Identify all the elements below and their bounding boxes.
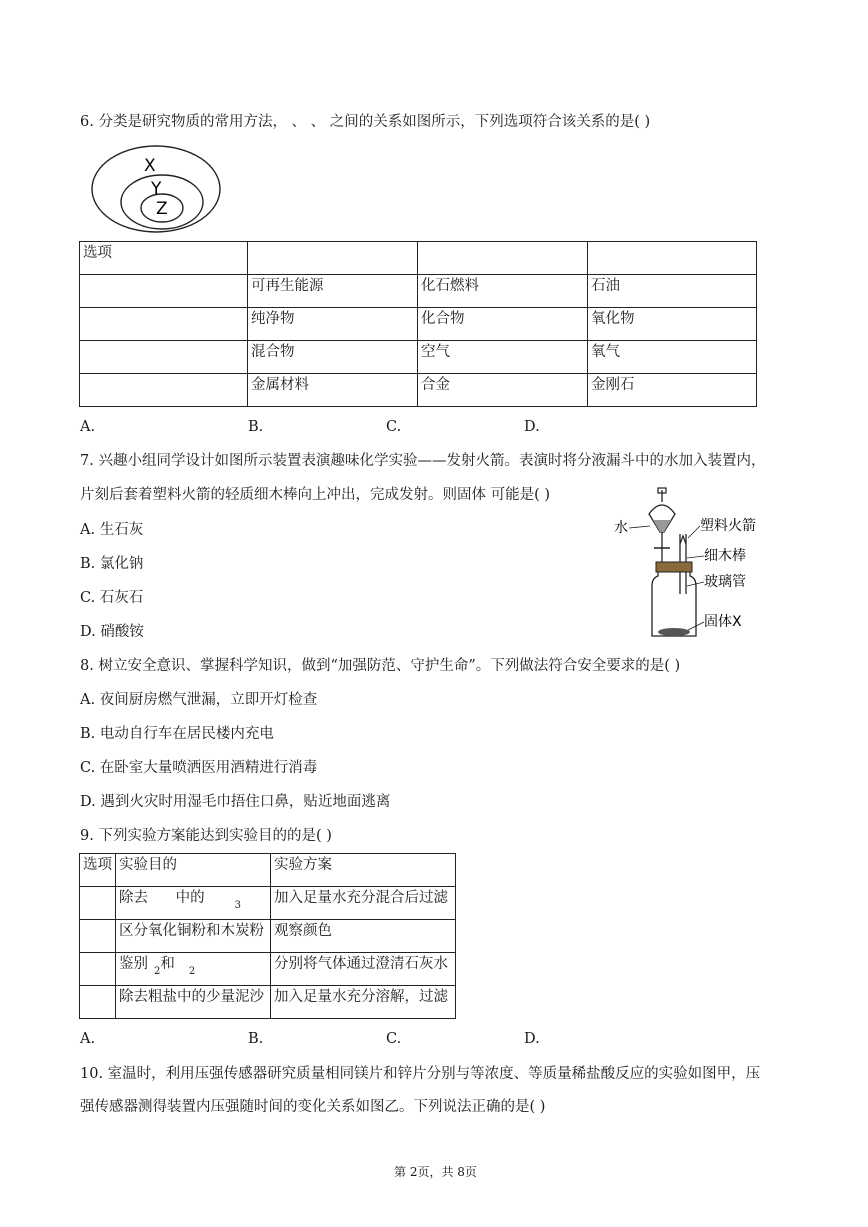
purpose-text: 除去 中的	[119, 890, 205, 906]
table-cell: 区分氧化铜粉和木炭粉	[116, 920, 271, 953]
subscript: 3	[234, 900, 242, 911]
table-cell	[248, 242, 418, 275]
table-row	[80, 854, 456, 887]
table-row	[80, 374, 757, 407]
page-footer: 第 2页，共 8页	[394, 1165, 477, 1179]
q9-option-d[interactable]: D.	[524, 1031, 540, 1047]
table-cell	[588, 242, 757, 275]
q9-stem: 9. 下列实验方案能达到实验目的的是( )	[80, 828, 332, 844]
table-cell: 空气	[418, 341, 588, 374]
q7-stem-line1: 7. 兴趣小组同学设计如图所示装置表演趣味化学实验——发射火箭。表演时将分液漏斗中的水加入装置内，	[80, 453, 766, 469]
q8-option-c[interactable]: C. 在卧室大量喷洒医用酒精进行消毒	[80, 760, 318, 776]
q8-option-b[interactable]: B. 电动自行车在居民楼内充电	[80, 726, 274, 742]
table-cell: 合金	[418, 374, 588, 407]
table-row	[80, 341, 757, 374]
label-rocket: 塑料火箭	[700, 518, 756, 534]
q8-option-d[interactable]: D. 遇到火灾时用湿毛巾捂住口鼻，贴近地面逃离	[80, 794, 391, 810]
q6-option-b[interactable]: B.	[248, 419, 264, 435]
q6-stem: 6. 分类是研究物质的常用方法， 、 、 之间的关系如图所示，下列选项符合该关系的是( )	[80, 114, 651, 130]
table-cell: 氧气	[588, 341, 757, 374]
venn-label-x: X	[144, 156, 156, 176]
q7-option-b[interactable]: B. 氯化钠	[80, 556, 144, 572]
q10-stem-line1: 10. 室温时，利用压强传感器研究质量相同镁片和锌片分别与等浓度、等质量稀盐酸反应的实验如图甲，压	[80, 1066, 761, 1082]
table-cell: 加入足量水充分溶解，过滤	[271, 986, 456, 1019]
table-cell: 化合物	[418, 308, 588, 341]
table-cell	[418, 242, 588, 275]
rocket-apparatus-figure	[612, 486, 782, 642]
table-row	[80, 986, 456, 1019]
table-cell: 除去粗盐中的少量泥沙	[116, 986, 271, 1019]
table-cell	[116, 887, 271, 920]
table-cell: 石油	[588, 275, 757, 308]
q9-table	[79, 853, 456, 1019]
table-cell: 化石燃料	[418, 275, 588, 308]
table-cell	[116, 953, 271, 986]
q10-stem-line2: 强传感器测得装置内压强随时间的变化关系如图乙。下列说法正确的是( )	[80, 1099, 546, 1115]
label-tube: 玻璃管	[704, 574, 746, 590]
table-row	[80, 275, 757, 308]
table-row	[80, 953, 456, 986]
table-row	[80, 308, 757, 341]
table-cell: 金刚石	[588, 374, 757, 407]
table-cell	[80, 887, 116, 920]
q9-option-b[interactable]: B.	[248, 1031, 264, 1047]
q6-table	[79, 241, 757, 407]
q6-option-c[interactable]: C.	[386, 419, 402, 435]
purpose-text: 鉴别	[119, 956, 148, 972]
q6-option-a[interactable]: A.	[80, 419, 96, 435]
q7-option-c[interactable]: C. 石灰石	[80, 590, 144, 606]
table-row	[80, 242, 757, 275]
q9-option-a[interactable]: A.	[80, 1031, 96, 1047]
q8-option-a[interactable]: A. 夜间厨房燃气泄漏，立即开灯检查	[80, 692, 318, 708]
q7-option-d[interactable]: D. 硝酸铵	[80, 624, 144, 640]
table-cell: 实验方案	[271, 854, 456, 887]
venn-diagram	[88, 142, 228, 234]
table-cell: 可再生能源	[248, 275, 418, 308]
table-cell	[80, 920, 116, 953]
q7-option-a[interactable]: A. 生石灰	[80, 522, 144, 538]
table-cell: 氧化物	[588, 308, 757, 341]
table-cell	[80, 308, 248, 341]
q7-stem-line2: 片刻后套着塑料火箭的轻质细木棒向上冲出，完成发射。则固体 可能是( )	[80, 487, 551, 503]
table-cell: 观察颜色	[271, 920, 456, 953]
purpose-and: 和	[160, 956, 175, 972]
table-cell: 金属材料	[248, 374, 418, 407]
table-cell: 实验目的	[116, 854, 271, 887]
q8-stem: 8. 树立安全意识、掌握科学知识，做到“加强防范、守护生命”。下列做法符合安全要求的是( )	[80, 658, 681, 674]
table-cell: 分别将气体通过澄清石灰水	[271, 953, 456, 986]
table-cell: 选项	[80, 242, 248, 275]
subscript: 2	[154, 966, 161, 977]
table-cell: 混合物	[248, 341, 418, 374]
table-cell	[80, 953, 116, 986]
table-row	[80, 920, 456, 953]
venn-label-y: Y	[151, 179, 162, 199]
q9-option-c[interactable]: C.	[386, 1031, 402, 1047]
table-cell: 加入足量水充分混合后过滤	[271, 887, 456, 920]
q6-option-d[interactable]: D.	[524, 419, 540, 435]
venn-label-z: Z	[156, 199, 168, 219]
table-cell: 选项	[80, 854, 116, 887]
label-stick: 细木棒	[704, 548, 746, 564]
table-cell	[80, 341, 248, 374]
label-water: 水	[614, 520, 628, 536]
table-cell	[80, 374, 248, 407]
table-cell	[80, 275, 248, 308]
subscript: 2	[188, 966, 196, 977]
table-cell: 纯净物	[248, 308, 418, 341]
table-row	[80, 887, 456, 920]
label-solid-x: 固体X	[704, 614, 742, 630]
table-cell	[80, 986, 116, 1019]
